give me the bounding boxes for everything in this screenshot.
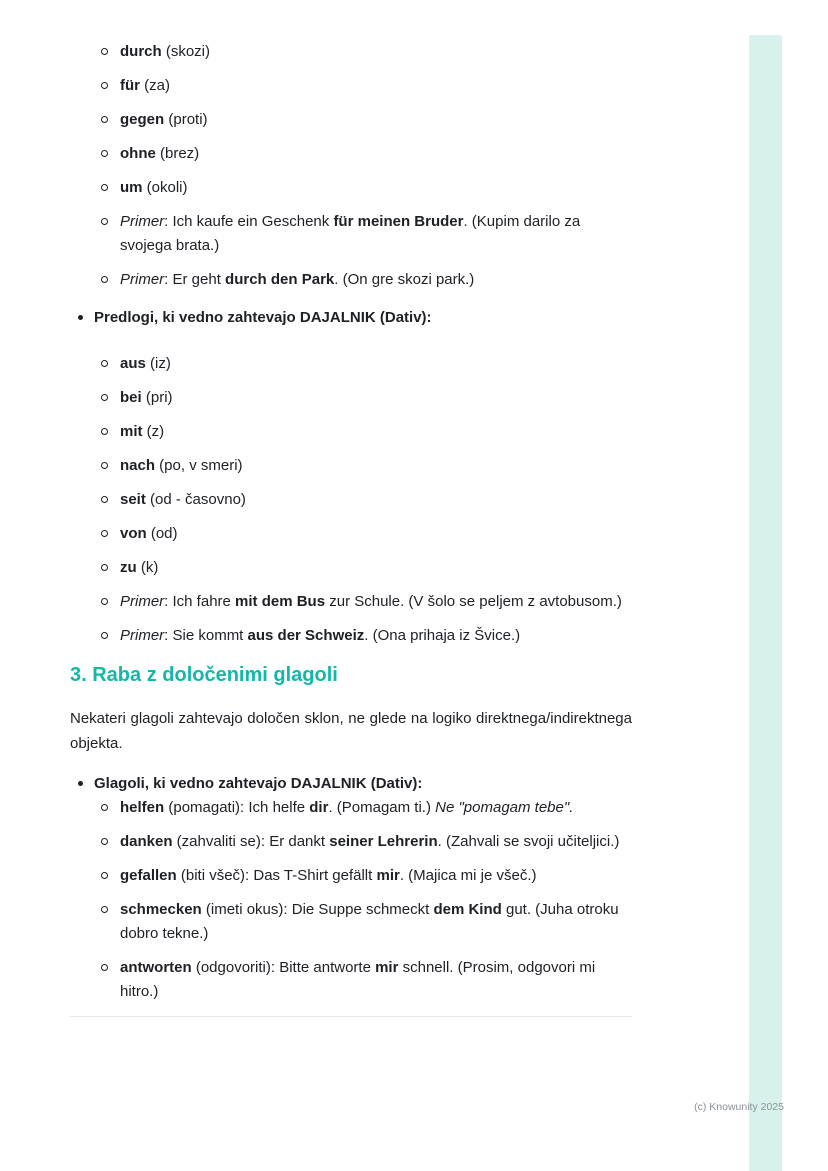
circle-bullet-icon: [101, 360, 108, 367]
list-item-text: [120, 111, 208, 128]
text-run: dem Kind: [433, 901, 502, 918]
circle-bullet-icon: [101, 632, 108, 639]
list-item-text: [120, 423, 164, 440]
text-run: schnell. (Prosim, odgovori mi hitro.): [120, 959, 596, 1000]
text-run: : Ich fahre: [164, 593, 236, 610]
text-run: Glagoli, ki vedno zahtevajo DAJALNIK (Dativ):: [94, 775, 423, 792]
text-run: gefallen: [120, 867, 177, 884]
list-item-text: [120, 213, 580, 254]
list-item: [94, 796, 632, 820]
text-run: zu: [120, 559, 137, 576]
text-run: . (Pomagam ti.): [328, 799, 436, 816]
text-run: (proti): [164, 111, 208, 128]
text-run: (iz): [145, 355, 171, 372]
text-run: gut. (Juha otroku dobro tekne.): [120, 901, 619, 942]
circle-bullet-icon: [101, 184, 108, 191]
circle-bullet-icon: [101, 872, 108, 879]
list-item: [70, 772, 632, 1004]
section-divider: [70, 1016, 632, 1017]
list-item: [94, 956, 632, 1004]
circle-bullet-list: [94, 40, 632, 292]
text-run: helfen: [120, 799, 165, 816]
text-run: von: [120, 525, 147, 542]
text-run: . (Zahvali se svoji učiteljici.): [437, 833, 620, 850]
list-item-text: [120, 559, 158, 576]
list-item-text: [120, 389, 173, 406]
text-run: (od - časovno): [145, 491, 246, 508]
text-run: (pri): [141, 389, 173, 406]
text-run: Predlogi, ki vedno zahtevajo DAJALNIK (Dativ):: [94, 309, 432, 326]
text-run: (odgovoriti): Bitte antworte: [191, 959, 376, 976]
text-run: bei: [120, 389, 142, 406]
list-item-text: [120, 145, 199, 162]
list-item: [94, 142, 632, 166]
text-run: (biti všeč): Das T-Shirt gefällt: [176, 867, 377, 884]
circle-bullet-icon: [101, 564, 108, 571]
list-item-text: [94, 309, 432, 326]
bullet-icon: [78, 315, 83, 320]
circle-bullet-list: [94, 352, 632, 648]
circle-bullet-icon: [101, 116, 108, 123]
text-run: Primer: [120, 627, 165, 644]
list-item: [94, 176, 632, 200]
text-run: : Sie kommt: [164, 627, 248, 644]
circle-bullet-icon: [101, 598, 108, 605]
right-accent-stripe: [749, 35, 782, 1171]
text-run: antworten: [120, 959, 192, 976]
list-item: [94, 590, 632, 614]
text-run: (za): [140, 77, 170, 94]
text-run: (k): [136, 559, 159, 576]
list-item-text: [120, 799, 573, 816]
text-run: für: [120, 77, 140, 94]
list-item: [94, 74, 632, 98]
text-run: Primer: [120, 593, 165, 610]
intro-paragraph: Nekateri glagoli zahtevajo določen sklon, ne glede na logiko direktnega/indirektnega objekta.: [70, 710, 632, 752]
text-run: um: [120, 179, 143, 196]
circle-bullet-icon: [101, 48, 108, 55]
list-item-text: [120, 271, 474, 288]
circle-bullet-icon: [101, 530, 108, 537]
text-run: . (Ona prihaja iz Švice.): [364, 627, 521, 644]
list-item: [94, 40, 632, 64]
circle-bullet-icon: [101, 838, 108, 845]
list-item: [94, 830, 632, 854]
list-item: [94, 624, 632, 648]
text-run: dir: [309, 799, 329, 816]
list-item-text: [94, 775, 422, 792]
circle-bullet-icon: [101, 276, 108, 283]
circle-bullet-icon: [101, 906, 108, 913]
text-run: (imeti okus): Die Suppe schmeckt: [201, 901, 434, 918]
list-item-text: [120, 901, 619, 942]
text-run: : Ich kaufe ein Geschenk: [164, 213, 334, 230]
list-item: [94, 556, 632, 580]
circle-bullet-icon: [101, 150, 108, 157]
text-run: danken: [120, 833, 173, 850]
text-run: zur Schule. (V šolo se peljem z avtobusom.): [325, 593, 622, 610]
text-run: mir: [375, 959, 399, 976]
list-item-text: [120, 959, 595, 1000]
list-item-text: [120, 593, 622, 610]
text-run: gegen: [120, 111, 165, 128]
text-run: mit dem Bus: [235, 593, 326, 610]
text-run: (pomagati): Ich helfe: [164, 799, 310, 816]
list-item: [94, 210, 632, 258]
list-item: [94, 488, 632, 512]
bullet-list: [70, 306, 632, 648]
list-item-text: [120, 43, 210, 60]
list-item: [94, 454, 632, 478]
list-item: [94, 898, 632, 946]
list-item-text: [120, 867, 537, 884]
list-item: [94, 268, 632, 292]
text-run: mir: [376, 867, 400, 884]
text-run: : Er geht: [164, 271, 226, 288]
text-run: (od): [146, 525, 178, 542]
circle-bullet-icon: [101, 428, 108, 435]
text-run: . (Majica mi je všeč.): [399, 867, 537, 884]
text-run: (z): [142, 423, 165, 440]
circle-bullet-icon: [101, 82, 108, 89]
text-run: für meinen Bruder: [333, 213, 464, 230]
list-item-text: [120, 491, 246, 508]
list-item-text: [120, 457, 243, 474]
list-item-text: [120, 525, 178, 542]
text-run: Primer: [120, 213, 165, 230]
list-item-text: [120, 627, 520, 644]
bullet-icon: [78, 781, 83, 786]
section-heading: 3. Raba z določenimi glagoli: [70, 664, 338, 686]
list-item: [94, 420, 632, 444]
text-run: (po, v smeri): [155, 457, 243, 474]
list-item-text: [120, 833, 619, 850]
text-run: (skozi): [161, 43, 211, 60]
circle-bullet-icon: [101, 218, 108, 225]
text-run: seiner Lehrerin: [329, 833, 438, 850]
circle-bullet-icon: [101, 462, 108, 469]
content-blocks: [70, 40, 632, 1004]
list-item-text: [120, 77, 170, 94]
text-run: mit: [120, 423, 143, 440]
text-run: durch: [120, 43, 162, 60]
text-run: Ne "pomagam tebe".: [435, 799, 574, 816]
list-item: [94, 386, 632, 410]
circle-bullet-icon: [101, 496, 108, 503]
text-run: nach: [120, 457, 156, 474]
circle-bullet-icon: [101, 394, 108, 401]
copyright-footer: (c) Knowunity 2025: [694, 1101, 784, 1113]
text-run: schmecken: [120, 901, 202, 918]
text-run: seit: [120, 491, 146, 508]
list-item: [94, 864, 632, 888]
circle-bullet-list: [94, 796, 632, 1004]
text-run: aus: [120, 355, 146, 372]
text-run: (brez): [155, 145, 200, 162]
list-item-text: [120, 355, 171, 372]
text-run: aus der Schweiz: [247, 627, 365, 644]
circle-bullet-icon: [101, 964, 108, 971]
circle-bullet-icon: [101, 804, 108, 811]
list-item: [94, 352, 632, 376]
list-item: [94, 522, 632, 546]
text-run: durch den Park: [225, 271, 335, 288]
list-item: [70, 306, 632, 648]
text-run: (zahvaliti se): Er dankt: [172, 833, 330, 850]
list-item: [94, 108, 632, 132]
text-run: ohne: [120, 145, 156, 162]
text-run: Primer: [120, 271, 165, 288]
list-item-text: [120, 179, 188, 196]
text-run: (okoli): [142, 179, 188, 196]
text-run: . (Kupim darilo za svojega brata.): [120, 213, 581, 254]
text-run: . (On gre skozi park.): [334, 271, 475, 288]
page-content: [70, 40, 632, 1017]
bullet-list: [70, 772, 632, 1004]
